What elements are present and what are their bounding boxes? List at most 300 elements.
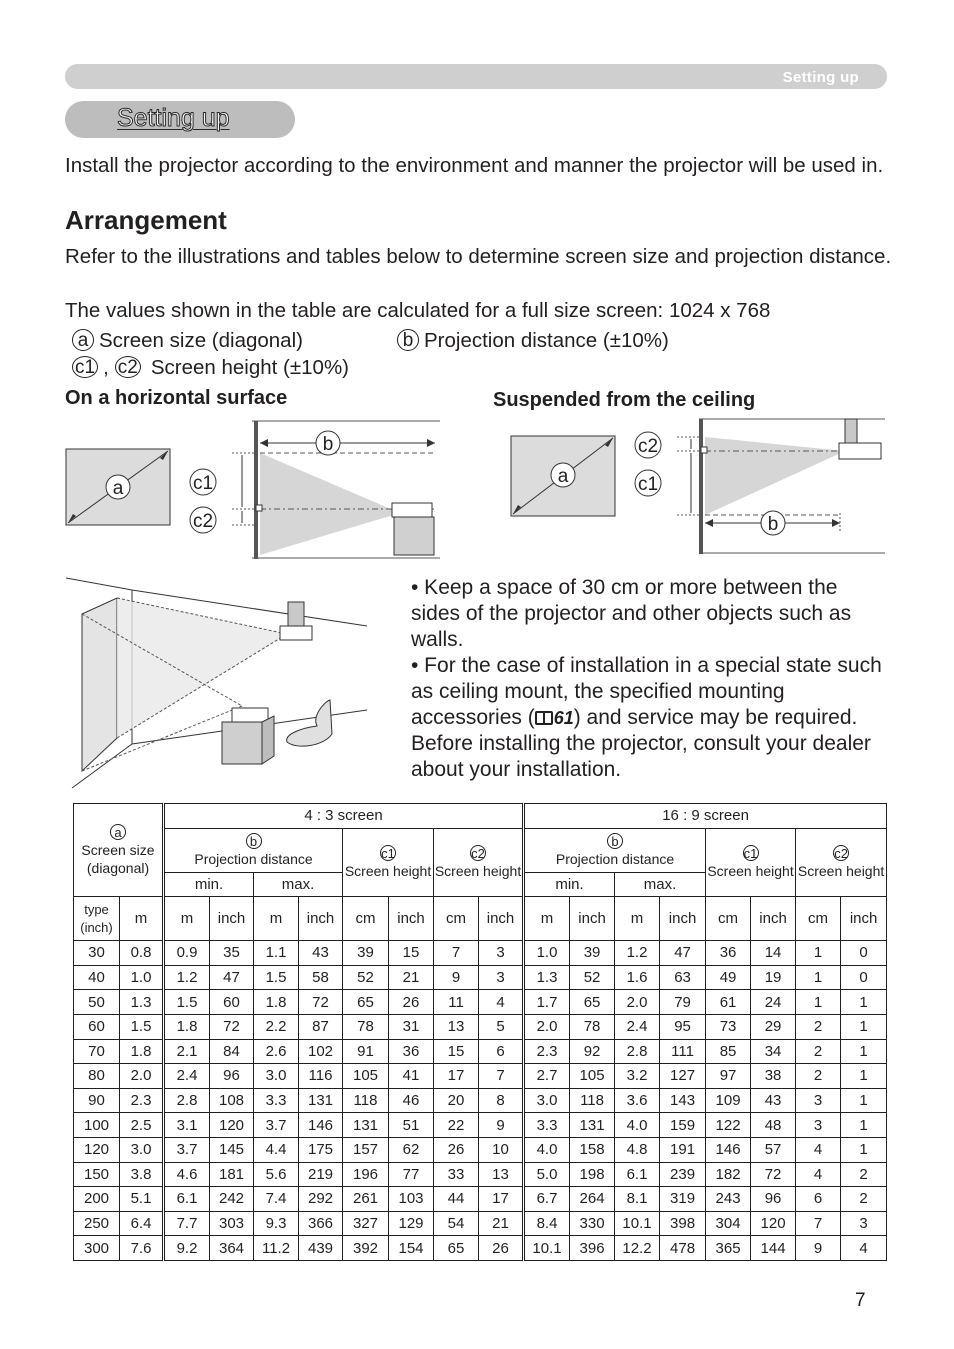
table-cell: 3.8 — [120, 1162, 164, 1187]
table-cell: 366 — [299, 1211, 343, 1236]
table-cell: 150 — [74, 1162, 120, 1187]
arrangement-text-2: The values shown in the table are calculated for a full size screen: 1024 x 768 — [65, 299, 771, 322]
table-cell: 3.2 — [615, 1064, 660, 1089]
table-cell: 43 — [751, 1088, 796, 1113]
table-row — [74, 1211, 887, 1236]
table-cell: 105 — [343, 1064, 389, 1089]
table-cell: 144 — [751, 1236, 796, 1261]
table-cell: 65 — [570, 990, 615, 1015]
table-cell: 191 — [660, 1137, 706, 1162]
table-cell: 1.6 — [615, 965, 660, 990]
table-cell: 1.8 — [120, 1039, 164, 1064]
table-cell: 2.7 — [524, 1064, 570, 1089]
table-cell: 2.6 — [254, 1039, 299, 1064]
table-cell: 7 — [479, 1064, 524, 1089]
arrangement-heading: Arrangement — [65, 205, 227, 235]
legend-b-marker: b — [397, 329, 419, 351]
table-cell: 7.6 — [120, 1236, 164, 1261]
table-cell: 91 — [343, 1039, 389, 1064]
table-cell: 17 — [479, 1187, 524, 1212]
table-cell: 9.2 — [164, 1236, 210, 1261]
table-cell: 1.7 — [524, 990, 570, 1015]
room-illustration — [62, 576, 372, 791]
book-icon — [535, 711, 553, 725]
table-cell: 398 — [660, 1211, 706, 1236]
table-cell: 14 — [751, 941, 796, 966]
table-cell: 35 — [210, 941, 254, 966]
table-cell: 4 — [796, 1137, 841, 1162]
table-cell: 9 — [796, 1236, 841, 1261]
table-cell: 118 — [570, 1088, 615, 1113]
header-c2-text: Screen height — [797, 863, 885, 880]
table-row — [74, 965, 887, 990]
table-cell: 1.2 — [615, 941, 660, 966]
table-cell: 145 — [210, 1137, 254, 1162]
table-cell: 47 — [210, 965, 254, 990]
table-cell: 57 — [751, 1137, 796, 1162]
table-cell: 26 — [434, 1137, 479, 1162]
table-row — [74, 1014, 887, 1039]
table-cell: 109 — [706, 1088, 751, 1113]
table-cell: 364 — [210, 1236, 254, 1261]
table-cell: 11.2 — [254, 1236, 299, 1261]
table-cell: 97 — [706, 1064, 751, 1089]
table-cell: 1 — [841, 1014, 887, 1039]
table-cell: 10 — [479, 1137, 524, 1162]
running-header-title: Setting up — [782, 69, 859, 86]
table-cell: 34 — [751, 1039, 796, 1064]
manual-reference[interactable] — [535, 705, 574, 731]
ceiling-heading: Suspended from the ceiling — [493, 389, 756, 411]
table-cell: 5.0 — [524, 1162, 570, 1187]
table-cell: 2.2 — [254, 1014, 299, 1039]
table-cell: 105 — [570, 1064, 615, 1089]
table-cell: 1 — [796, 941, 841, 966]
header-max-43: max. — [254, 872, 343, 897]
table-cell: 2.0 — [524, 1014, 570, 1039]
table-cell: 2.3 — [524, 1039, 570, 1064]
table-cell: 303 — [210, 1211, 254, 1236]
running-header-bar — [65, 64, 887, 89]
table-cell: 80 — [74, 1064, 120, 1089]
table-cell: 182 — [706, 1162, 751, 1187]
table-cell: 100 — [74, 1113, 120, 1138]
note-special-post: ) and service may be required. Before installing the projector, consult your dealer about your installation. — [411, 706, 871, 781]
header-proj-dist-43 — [164, 828, 343, 872]
table-cell: 120 — [74, 1137, 120, 1162]
horizontal-surface-diagram — [60, 415, 450, 565]
table-cell: 102 — [299, 1039, 343, 1064]
table-cell: 7.7 — [164, 1211, 210, 1236]
header-unit: cm — [706, 897, 751, 941]
table-cell: 243 — [706, 1187, 751, 1212]
table-cell: 1.1 — [254, 941, 299, 966]
table-cell: 261 — [343, 1187, 389, 1212]
table-cell: 13 — [479, 1162, 524, 1187]
table-cell: 1 — [841, 1113, 887, 1138]
legend-a-text: Screen size (diagonal) — [99, 329, 303, 352]
table-row — [74, 1113, 887, 1138]
header-unit: cm — [434, 897, 479, 941]
table-cell: 2.1 — [164, 1039, 210, 1064]
table-cell: 39 — [570, 941, 615, 966]
header-proj-dist-text: Projection distance — [555, 851, 675, 868]
header-unit: cm — [796, 897, 841, 941]
table-cell: 3.6 — [615, 1088, 660, 1113]
table-cell: 52 — [343, 965, 389, 990]
table-cell: 85 — [706, 1039, 751, 1064]
table-cell: 159 — [660, 1113, 706, 1138]
table-cell: 3.3 — [524, 1113, 570, 1138]
diagram-label-a: a — [112, 478, 124, 499]
table-cell: 239 — [660, 1162, 706, 1187]
header-proj-dist-169 — [524, 828, 706, 872]
table-cell: 1 — [796, 990, 841, 1015]
table-cell: 65 — [343, 990, 389, 1015]
table-cell: 154 — [389, 1236, 434, 1261]
table-cell: 9 — [479, 1113, 524, 1138]
table-cell: 5 — [479, 1014, 524, 1039]
table-cell: 131 — [570, 1113, 615, 1138]
table-cell: 3 — [796, 1113, 841, 1138]
header-unit: m — [615, 897, 660, 941]
table-cell: 2.4 — [615, 1014, 660, 1039]
table-cell: 111 — [660, 1039, 706, 1064]
table-cell: 250 — [74, 1211, 120, 1236]
header-b-marker: b — [246, 833, 262, 849]
table-row — [74, 1039, 887, 1064]
note-spacing: • Keep a space of 30 cm or more between the sides of the projector and other objects such as walls. — [411, 576, 852, 651]
header-a-marker: a — [110, 824, 126, 840]
header-type-inch: type (inch) — [74, 897, 120, 941]
table-cell: 3.7 — [164, 1137, 210, 1162]
table-cell: 0 — [841, 941, 887, 966]
table-cell: 3 — [841, 1211, 887, 1236]
table-cell: 116 — [299, 1064, 343, 1089]
projection-table — [73, 803, 887, 1261]
table-cell: 157 — [343, 1137, 389, 1162]
table-cell: 29 — [751, 1014, 796, 1039]
table-cell: 21 — [389, 965, 434, 990]
table-cell: 4 — [841, 1236, 887, 1261]
table-cell: 0 — [841, 965, 887, 990]
header-min-43: min. — [164, 872, 254, 897]
table-cell: 2.4 — [164, 1064, 210, 1089]
table-cell: 3.0 — [524, 1088, 570, 1113]
section-title: Setting up — [117, 104, 230, 132]
table-cell: 10.1 — [615, 1211, 660, 1236]
table-row — [74, 1064, 887, 1089]
table-cell: 70 — [74, 1039, 120, 1064]
table-cell: 2.8 — [164, 1088, 210, 1113]
table-cell: 365 — [706, 1236, 751, 1261]
diagram-label-c2: c2 — [192, 511, 214, 532]
table-cell: 1 — [841, 1088, 887, 1113]
table-cell: 439 — [299, 1236, 343, 1261]
legend-projection-distance — [397, 328, 669, 354]
table-cell: 47 — [660, 941, 706, 966]
table-cell: 84 — [210, 1039, 254, 1064]
table-cell: 3 — [479, 941, 524, 966]
table-cell: 1.8 — [164, 1014, 210, 1039]
table-cell: 1.5 — [164, 990, 210, 1015]
horizontal-surface-heading: On a horizontal surface — [65, 387, 288, 409]
table-cell: 4 — [796, 1162, 841, 1187]
header-unit: m — [164, 897, 210, 941]
table-cell: 1.0 — [524, 941, 570, 966]
table-row — [74, 1187, 887, 1212]
legend-screen-size — [72, 328, 303, 354]
header-c1-text: Screen height — [344, 863, 432, 880]
table-cell: 33 — [434, 1162, 479, 1187]
table-cell: 158 — [570, 1137, 615, 1162]
table-cell: 19 — [751, 965, 796, 990]
table-cell: 26 — [479, 1236, 524, 1261]
table-cell: 36 — [706, 941, 751, 966]
legend-c2-marker: c2 — [115, 356, 141, 378]
table-cell: 72 — [299, 990, 343, 1015]
header-c2-marker: c2 — [471, 846, 485, 862]
header-unit: inch — [570, 897, 615, 941]
table-cell: 6.4 — [120, 1211, 164, 1236]
table-cell: 5.1 — [120, 1187, 164, 1212]
table-cell: 3.0 — [120, 1137, 164, 1162]
table-cell: 120 — [751, 1211, 796, 1236]
header-unit: m — [120, 897, 164, 941]
header-c2-169 — [796, 828, 887, 897]
table-cell: 131 — [343, 1113, 389, 1138]
table-row — [74, 941, 887, 966]
table-cell: 61 — [706, 990, 751, 1015]
table-cell: 4 — [479, 990, 524, 1015]
table-cell: 54 — [434, 1211, 479, 1236]
table-cell: 1 — [796, 965, 841, 990]
table-cell: 219 — [299, 1162, 343, 1187]
table-cell: 6.7 — [524, 1187, 570, 1212]
table-cell: 146 — [299, 1113, 343, 1138]
table-cell: 5.6 — [254, 1162, 299, 1187]
table-body — [74, 804, 887, 1261]
table-cell: 120 — [210, 1113, 254, 1138]
table-cell: 2.3 — [120, 1088, 164, 1113]
table-cell: 48 — [751, 1113, 796, 1138]
table-cell: 77 — [389, 1162, 434, 1187]
header-4-3: 4 : 3 screen — [164, 804, 524, 829]
note-special-pre: • For the case of installation in a special state such as ceiling mount, the specified mounting accessories ( — [411, 654, 882, 729]
table-cell: 3 — [796, 1088, 841, 1113]
table-cell: 300 — [74, 1236, 120, 1261]
table-cell: 21 — [479, 1211, 524, 1236]
diagram-label-c1: c1 — [192, 473, 214, 494]
table-row — [74, 1137, 887, 1162]
table-cell: 2 — [841, 1187, 887, 1212]
manual-reference-page: 61 — [553, 708, 574, 728]
header-unit: m — [524, 897, 570, 941]
note-special-install — [411, 653, 891, 783]
section-title-pill — [65, 101, 295, 138]
table-cell: 3.7 — [254, 1113, 299, 1138]
header-b-marker: b — [607, 833, 623, 849]
table-cell: 92 — [570, 1039, 615, 1064]
installation-notes — [411, 575, 891, 783]
table-cell: 40 — [74, 965, 120, 990]
table-cell: 6 — [479, 1039, 524, 1064]
table-cell: 96 — [210, 1064, 254, 1089]
table-cell: 72 — [751, 1162, 796, 1187]
ceiling-label-a: a — [557, 466, 569, 487]
table-row — [74, 1236, 887, 1261]
table-cell: 392 — [343, 1236, 389, 1261]
table-cell: 87 — [299, 1014, 343, 1039]
table-cell: 79 — [660, 990, 706, 1015]
table-cell: 122 — [706, 1113, 751, 1138]
table-cell: 60 — [210, 990, 254, 1015]
table-cell: 2 — [796, 1014, 841, 1039]
table-cell: 196 — [343, 1162, 389, 1187]
header-c1-marker: c1 — [743, 846, 758, 862]
table-cell: 6.1 — [164, 1187, 210, 1212]
table-cell: 1 — [841, 990, 887, 1015]
table-cell: 396 — [570, 1236, 615, 1261]
table-cell: 22 — [434, 1113, 479, 1138]
table-cell: 1.8 — [254, 990, 299, 1015]
header-unit: cm — [343, 897, 389, 941]
table-cell: 51 — [389, 1113, 434, 1138]
table-cell: 95 — [660, 1014, 706, 1039]
table-cell: 1 — [841, 1137, 887, 1162]
table-cell: 8 — [479, 1088, 524, 1113]
table-cell: 9 — [434, 965, 479, 990]
table-cell: 15 — [434, 1039, 479, 1064]
header-c2-text: Screen height — [434, 863, 522, 880]
table-row — [74, 1162, 887, 1187]
table-cell: 11 — [434, 990, 479, 1015]
ceiling-label-b: b — [767, 514, 779, 535]
table-cell: 127 — [660, 1064, 706, 1089]
header-screen-size-text: Screen size (diagonal) — [81, 842, 155, 877]
table-cell: 6 — [796, 1187, 841, 1212]
table-cell: 13 — [434, 1014, 479, 1039]
table-cell: 26 — [389, 990, 434, 1015]
table-cell: 0.8 — [120, 941, 164, 966]
table-cell: 46 — [389, 1088, 434, 1113]
table-cell: 146 — [706, 1137, 751, 1162]
table-cell: 8.1 — [615, 1187, 660, 1212]
table-cell: 304 — [706, 1211, 751, 1236]
table-cell: 52 — [570, 965, 615, 990]
table-cell: 1.5 — [120, 1014, 164, 1039]
legend-screen-height — [72, 355, 349, 381]
table-cell: 2.0 — [120, 1064, 164, 1089]
arrangement-text-1: Refer to the illustrations and tables below to determine screen size and projection distance. — [65, 245, 892, 268]
table-cell: 4.0 — [524, 1137, 570, 1162]
table-cell: 36 — [389, 1039, 434, 1064]
header-16-9: 16 : 9 screen — [524, 804, 887, 829]
table-cell: 7 — [796, 1211, 841, 1236]
table-cell: 72 — [210, 1014, 254, 1039]
header-unit: inch — [479, 897, 524, 941]
table-cell: 90 — [74, 1088, 120, 1113]
table-cell: 60 — [74, 1014, 120, 1039]
table-cell: 3 — [479, 965, 524, 990]
table-cell: 330 — [570, 1211, 615, 1236]
header-unit: inch — [210, 897, 254, 941]
table-cell: 4.4 — [254, 1137, 299, 1162]
table-cell: 78 — [570, 1014, 615, 1039]
header-unit: inch — [389, 897, 434, 941]
table-cell: 131 — [299, 1088, 343, 1113]
table-cell: 39 — [343, 941, 389, 966]
table-cell: 478 — [660, 1236, 706, 1261]
page-number: 7 — [855, 1290, 866, 1311]
table-cell: 12.2 — [615, 1236, 660, 1261]
table-cell: 63 — [660, 965, 706, 990]
table-cell: 1.3 — [120, 990, 164, 1015]
table-cell: 292 — [299, 1187, 343, 1212]
table-cell: 24 — [751, 990, 796, 1015]
legend-c-separator: , — [103, 356, 109, 379]
table-cell: 7 — [434, 941, 479, 966]
table-cell: 73 — [706, 1014, 751, 1039]
table-cell: 1.3 — [524, 965, 570, 990]
table-cell: 2 — [841, 1162, 887, 1187]
table-cell: 6.1 — [615, 1162, 660, 1187]
table-cell: 50 — [74, 990, 120, 1015]
intro-text: Install the projector according to the environment and manner the projector will be used in. — [65, 154, 884, 177]
diagram-label-b: b — [322, 434, 334, 455]
legend-b-text: Projection distance (±10%) — [424, 329, 669, 352]
table-cell: 198 — [570, 1162, 615, 1187]
table-cell: 1 — [841, 1039, 887, 1064]
table-cell: 10.1 — [524, 1236, 570, 1261]
table-cell: 78 — [343, 1014, 389, 1039]
table-cell: 2.8 — [615, 1039, 660, 1064]
header-unit: inch — [660, 897, 706, 941]
table-cell: 20 — [434, 1088, 479, 1113]
header-c2-43 — [434, 828, 524, 897]
table-cell: 1.5 — [254, 965, 299, 990]
table-cell: 175 — [299, 1137, 343, 1162]
table-cell: 1 — [841, 1064, 887, 1089]
ceiling-diagram — [505, 415, 895, 565]
ceiling-label-c2: c2 — [637, 436, 659, 457]
table-cell: 4.8 — [615, 1137, 660, 1162]
table-cell: 38 — [751, 1064, 796, 1089]
table-cell: 129 — [389, 1211, 434, 1236]
table-cell: 30 — [74, 941, 120, 966]
header-unit: m — [254, 897, 299, 941]
header-unit: inch — [841, 897, 887, 941]
table-cell: 9.3 — [254, 1211, 299, 1236]
table-cell: 65 — [434, 1236, 479, 1261]
table-row — [74, 990, 887, 1015]
table-cell: 242 — [210, 1187, 254, 1212]
table-cell: 96 — [751, 1187, 796, 1212]
header-unit: inch — [751, 897, 796, 941]
legend-c-text: Screen height (±10%) — [150, 356, 349, 379]
table-cell: 4.0 — [615, 1113, 660, 1138]
table-cell: 1.2 — [164, 965, 210, 990]
header-c1-marker: c1 — [381, 846, 395, 862]
table-cell: 108 — [210, 1088, 254, 1113]
table-cell: 17 — [434, 1064, 479, 1089]
table-cell: 62 — [389, 1137, 434, 1162]
header-c1-text: Screen height — [707, 863, 794, 880]
table-cell: 200 — [74, 1187, 120, 1212]
table-cell: 2.0 — [615, 990, 660, 1015]
table-cell: 2.5 — [120, 1113, 164, 1138]
table-cell: 3.1 — [164, 1113, 210, 1138]
